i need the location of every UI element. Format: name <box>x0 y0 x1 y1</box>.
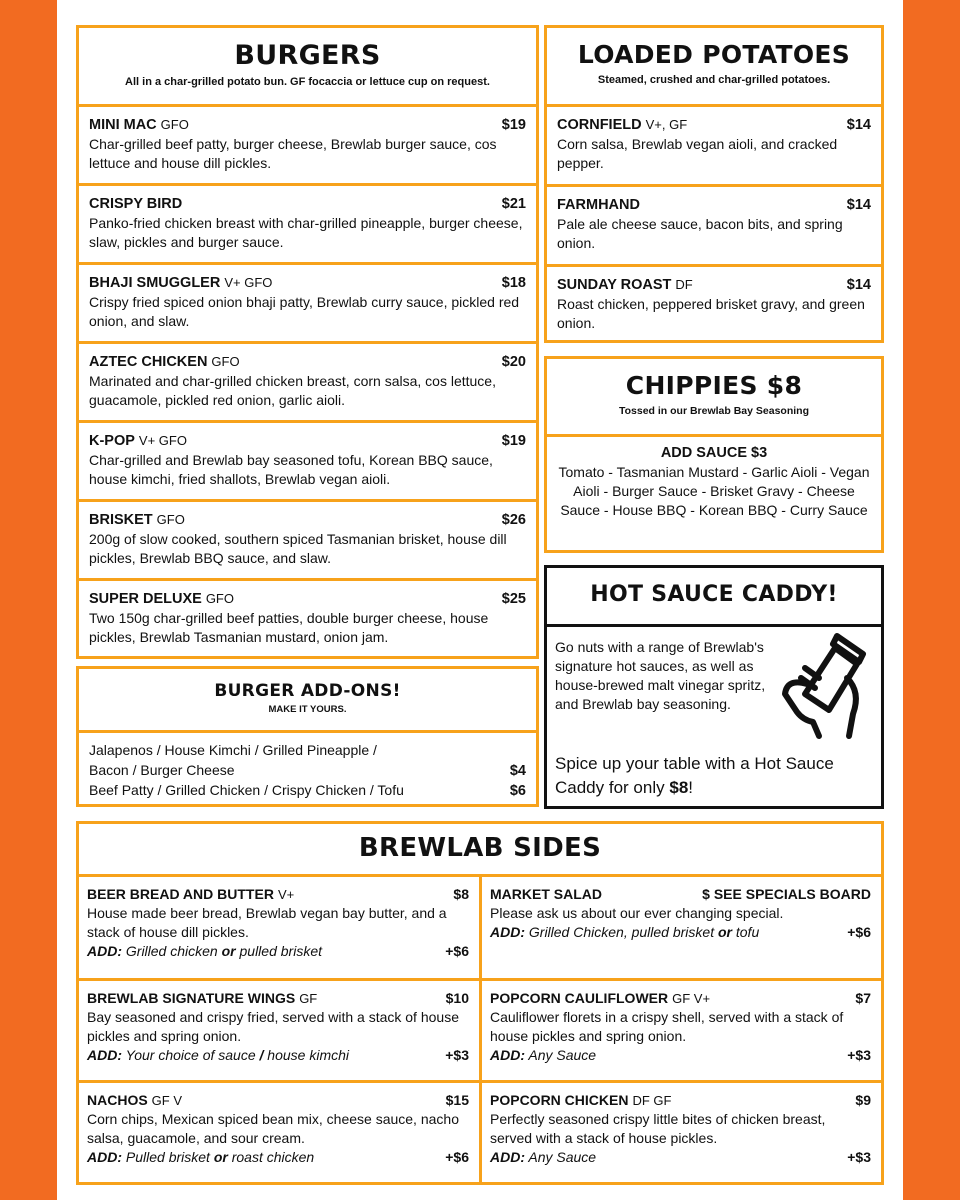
item-name: K-POP <box>89 433 135 449</box>
item-header <box>89 589 526 609</box>
item-header <box>490 1091 871 1110</box>
add-sauce-title: ADD SAUCE $3 <box>660 445 768 461</box>
item-name: NACHOS <box>87 1092 148 1108</box>
item-price: $14 <box>846 277 871 293</box>
addons-title: BURGER ADD-ONS! <box>214 681 401 701</box>
item-dietary-tag: GFO <box>205 591 234 606</box>
item-price: $14 <box>846 117 871 133</box>
item-name-wrap <box>87 1091 182 1110</box>
item-header <box>557 115 871 135</box>
item-description: Perfectly seasoned crispy little bites of chicken breast, served with a stack of house pickles. <box>490 1111 826 1146</box>
item-description: Char-grilled and Brewlab bay seasoned tofu, Korean BBQ sauce, house kimchi, fried shallots, Brewlab vegan aioli. <box>89 452 493 487</box>
add-on-option-b: pulled brisket <box>239 943 322 959</box>
add-on-text <box>87 1046 349 1065</box>
item-name: SUNDAY ROAST <box>557 277 672 293</box>
chippies-subtitle: Tossed in our Brewlab Bay Seasoning <box>618 405 809 417</box>
add-on-text <box>490 1148 596 1167</box>
item-name-wrap <box>557 195 644 215</box>
item-header <box>89 352 526 372</box>
item-dietary-tag: GFO <box>160 117 189 132</box>
add-on-label: ADD: <box>490 1149 525 1165</box>
side-item-brewlab-signature-wings <box>79 978 479 1080</box>
item-name-wrap <box>557 275 693 295</box>
add-on-label: ADD: <box>87 943 122 959</box>
item-name-wrap <box>490 989 710 1008</box>
add-on-price: +$3 <box>445 1047 469 1063</box>
item-description: House made beer bread, Brewlab vegan bay butter, and a stack of house dill pickles. <box>87 905 447 940</box>
menu-item-aztec-chicken <box>79 341 536 420</box>
item-header <box>490 885 871 904</box>
item-dietary-tag: DF <box>675 277 693 292</box>
item-dietary-tag: V+ GFO <box>138 433 187 448</box>
chippies-section <box>544 356 884 553</box>
item-header <box>87 885 469 904</box>
item-name-wrap <box>89 194 186 214</box>
item-name: AZTEC CHICKEN <box>89 354 208 370</box>
add-on-price: +$3 <box>847 1047 871 1063</box>
item-name: MARKET SALAD <box>490 886 602 902</box>
caddy-promo-price: $8 <box>669 778 689 797</box>
add-on-option-a: Any Sauce <box>528 1047 597 1063</box>
sauce-list: Tomato - Tasmanian Mustard - Garlic Aioli - Vegan Aioli - Burger Sauce - Brisket Gravy - Cheese Sauce - House BBQ - Korean BBQ - Curry Sauce <box>558 464 870 518</box>
add-on-option-a: Grilled chicken <box>125 943 218 959</box>
add-on-option-a: Any Sauce <box>528 1149 597 1165</box>
add-on-price: +$6 <box>445 1149 469 1165</box>
menu-item-super-deluxe <box>79 578 536 657</box>
item-add-on <box>490 923 871 942</box>
addons-section <box>76 666 539 807</box>
item-dietary-tag: GFO <box>211 354 240 369</box>
caddy-promo-text: Spice up your table with a Hot Sauce Caddy for only <box>555 754 834 797</box>
item-price: $9 <box>855 1092 871 1108</box>
menu-item-cornfield <box>547 104 881 184</box>
side-item-market-salad <box>482 874 881 978</box>
item-description: Please ask us about our ever changing special. <box>490 905 784 921</box>
item-price: $15 <box>445 1092 469 1108</box>
item-dietary-tag: V+ <box>277 887 295 902</box>
item-dietary-tag: DF GF <box>632 1093 672 1108</box>
item-dietary-tag: V+, GF <box>645 117 688 132</box>
side-item-beer-bread-and-butter <box>79 874 479 978</box>
chippies-title: CHIPPIES $8 <box>625 371 803 400</box>
menu-item-brisket <box>79 499 536 578</box>
caddy-promo-end: ! <box>688 778 694 797</box>
item-description: Two 150g char-grilled beef patties, double burger cheese, house pickles, Brewlab Tasmanian mustard, onion jam. <box>89 610 489 645</box>
item-price: $25 <box>501 591 526 607</box>
item-name: SUPER DELUXE <box>89 591 202 607</box>
item-description: Char-grilled beef patty, burger cheese, Brewlab burger sauce, cos lettuce and house dill pickles. <box>89 136 497 171</box>
item-header <box>87 989 469 1008</box>
item-dietary-tag: GF V+ <box>672 991 711 1006</box>
add-on-option-b: house kimchi <box>267 1047 349 1063</box>
item-name: CRISPY BIRD <box>89 196 183 212</box>
item-add-on <box>490 1046 871 1065</box>
item-name-wrap <box>89 115 189 135</box>
item-name: MINI MAC <box>89 117 157 133</box>
item-name: BRISKET <box>89 512 153 528</box>
item-price: $10 <box>445 990 469 1006</box>
menu-item-farmhand <box>547 184 881 264</box>
item-price: $19 <box>501 433 526 449</box>
item-price: $ SEE SPECIALS BOARD <box>702 886 871 902</box>
side-item-popcorn-chicken <box>482 1080 881 1185</box>
item-header <box>87 1091 469 1110</box>
item-price: $8 <box>453 886 469 902</box>
menu-item-crispy-bird <box>79 183 536 262</box>
menu-item-k-pop <box>79 420 536 499</box>
item-add-on <box>87 1046 469 1065</box>
add-on-option-a: Pulled brisket <box>125 1149 210 1165</box>
item-name-wrap <box>89 352 240 372</box>
item-header <box>557 275 871 295</box>
item-dietary-tag: GFO <box>156 512 185 527</box>
item-description: Corn salsa, Brewlab vegan aioli, and cracked pepper. <box>557 136 838 171</box>
item-dietary-tag: V+ GFO <box>224 275 273 290</box>
item-price: $7 <box>855 990 871 1006</box>
menu-page <box>57 0 903 1200</box>
add-on-connector: or <box>213 1149 228 1165</box>
add-on-option-b: tofu <box>735 924 760 940</box>
item-header <box>89 273 526 293</box>
add-on-connector: or <box>717 924 732 940</box>
item-description: Corn chips, Mexican spiced bean mix, cheese sauce, nacho salsa, guacamole, and sour cream. <box>87 1111 459 1146</box>
item-description: Marinated and char-grilled chicken breast, corn salsa, cos lettuce, guacamole, pickled red onion, garlic aioli. <box>89 373 496 408</box>
add-on-price: +$3 <box>847 1149 871 1165</box>
item-name-wrap <box>87 989 317 1008</box>
caddy-description: Go nuts with a range of Brewlab's signature hot sauces, as well as house-brewed malt vinegar spritz, and Brewlab bay seasoning. <box>555 639 766 712</box>
sides-section <box>76 821 884 1185</box>
item-name-wrap <box>89 589 234 609</box>
add-on-connector: / <box>259 1047 264 1063</box>
item-name-wrap <box>89 431 187 451</box>
addons-line-2-price: $4 <box>509 762 526 779</box>
menu-item-mini-mac <box>79 104 536 183</box>
item-description: Crispy fried spiced onion bhaji patty, Brewlab curry sauce, pickled red onion, and slaw. <box>89 294 520 329</box>
addons-line-2: Bacon / Burger Cheese <box>89 761 235 778</box>
side-item-popcorn-cauliflower <box>482 978 881 1080</box>
add-on-label: ADD: <box>490 924 525 940</box>
item-header <box>557 195 871 215</box>
add-on-option-a: Your choice of sauce <box>125 1047 256 1063</box>
potatoes-title: LOADED POTATOES <box>577 40 851 69</box>
item-name: BHAJI SMUGGLER <box>89 275 221 291</box>
item-name-wrap <box>87 885 294 904</box>
potatoes-section <box>544 25 884 343</box>
item-name: POPCORN CHICKEN <box>490 1092 629 1108</box>
hand-holding-bottle-icon <box>777 628 877 740</box>
caddy-section <box>544 565 884 809</box>
item-price: $14 <box>846 197 871 213</box>
add-on-label: ADD: <box>87 1149 122 1165</box>
item-description: Bay seasoned and crispy fried, served with a stack of house pickles and spring onion. <box>87 1009 459 1044</box>
item-add-on <box>87 1148 469 1167</box>
item-header <box>89 194 526 214</box>
item-add-on <box>490 1148 871 1167</box>
potatoes-subtitle: Steamed, crushed and char-grilled potatoes. <box>597 74 831 86</box>
menu-item-bhaji-smuggler <box>79 262 536 341</box>
add-on-text <box>87 942 322 961</box>
item-description: Cauliflower florets in a crispy shell, served with a stack of house pickles and spring onion. <box>490 1009 844 1044</box>
item-name-wrap <box>490 885 606 904</box>
item-name: CORNFIELD <box>557 117 642 133</box>
item-description: Panko-fried chicken breast with char-grilled pineapple, burger cheese, slaw, pickles and burger sauce. <box>89 215 523 250</box>
burgers-section <box>76 25 539 659</box>
item-name: FARMHAND <box>557 197 640 213</box>
item-name: POPCORN CAULIFLOWER <box>490 990 669 1006</box>
item-description: Pale ale cheese sauce, bacon bits, and spring onion. <box>557 216 843 251</box>
burgers-subtitle: All in a char-grilled potato bun. GF focaccia or lettuce cup on request. <box>125 76 490 88</box>
addons-line-3: Beef Patty / Grilled Chicken / Crispy Chicken / Tofu <box>89 782 404 798</box>
add-on-label: ADD: <box>87 1047 122 1063</box>
caddy-title: HOT SAUCE CADDY! <box>590 582 838 607</box>
addons-subtitle: MAKE IT YOURS. <box>268 704 347 715</box>
add-on-text <box>490 1046 596 1065</box>
add-on-connector: or <box>221 943 236 959</box>
item-price: $18 <box>501 275 526 291</box>
item-name-wrap <box>89 510 185 530</box>
item-description: Roast chicken, peppered brisket gravy, and green onion. <box>557 296 865 331</box>
add-on-text <box>87 1148 314 1167</box>
item-name-wrap <box>557 115 687 135</box>
item-name-wrap <box>490 1091 671 1110</box>
item-header <box>490 989 871 1008</box>
caddy-promo <box>555 752 881 800</box>
add-on-price: +$6 <box>445 943 469 959</box>
item-header <box>89 510 526 530</box>
item-price: $20 <box>501 354 526 370</box>
item-header <box>89 431 526 451</box>
sides-title: BREWLAB SIDES <box>358 833 602 863</box>
side-item-nachos <box>79 1080 479 1185</box>
item-dietary-tag: GF <box>299 991 318 1006</box>
item-add-on <box>87 942 469 961</box>
item-header <box>89 115 526 135</box>
add-on-label: ADD: <box>490 1047 525 1063</box>
add-on-price: +$6 <box>847 924 871 940</box>
item-dietary-tag: GF V <box>151 1093 183 1108</box>
menu-item-sunday-roast <box>547 264 881 344</box>
addons-line-3-price: $6 <box>509 783 526 799</box>
add-on-option-a: Grilled Chicken, pulled brisket <box>528 924 715 940</box>
item-price: $21 <box>501 196 526 212</box>
add-on-option-b: roast chicken <box>231 1149 315 1165</box>
item-name: BEER BREAD AND BUTTER <box>87 886 274 902</box>
item-name-wrap <box>89 273 272 293</box>
item-description: 200g of slow cooked, southern spiced Tasmanian brisket, house dill pickles, Brewlab BBQ sauce, and slaw. <box>89 531 507 566</box>
item-name: BREWLAB SIGNATURE WINGS <box>87 990 296 1006</box>
item-price: $19 <box>501 117 526 133</box>
item-price: $26 <box>501 512 526 528</box>
burgers-title: BURGERS <box>234 40 381 71</box>
add-on-text <box>490 923 759 942</box>
addons-line-1: Jalapenos / House Kimchi / Grilled Pineapple / <box>89 742 377 758</box>
